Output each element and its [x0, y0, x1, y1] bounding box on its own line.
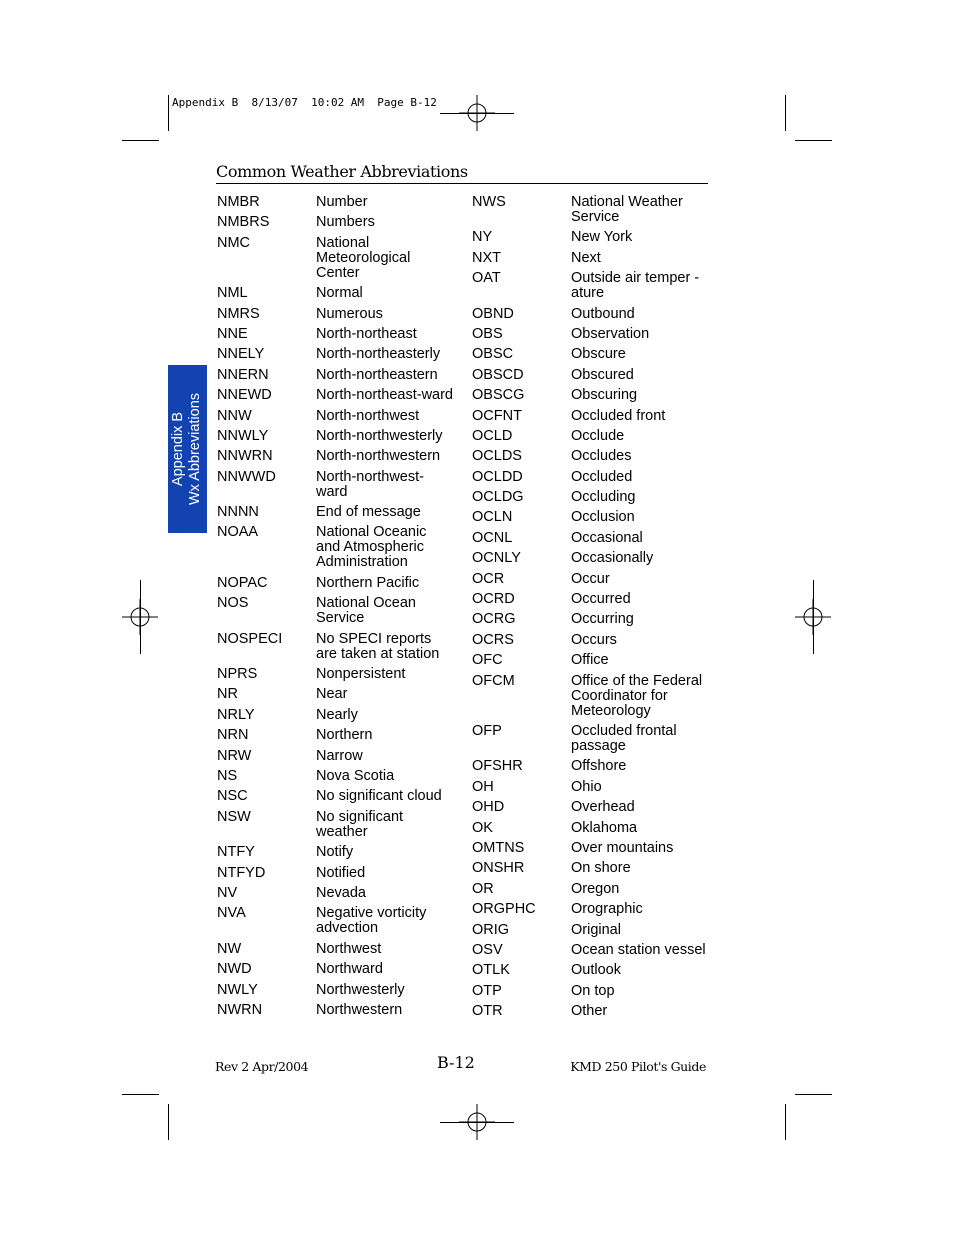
- abbreviation: NRW: [217, 747, 252, 764]
- abbreviation: OBSC: [472, 346, 514, 363]
- meaning: Orographic: [571, 901, 643, 918]
- abbreviation: NWS: [472, 194, 506, 210]
- meaning: Overhead: [571, 799, 635, 816]
- list-item: [217, 215, 457, 230]
- abbreviation: NNW: [217, 407, 252, 424]
- list-item: [472, 861, 712, 876]
- abbreviation: OCLDG: [472, 489, 524, 506]
- list-item: [217, 1003, 457, 1018]
- meaning: Oregon: [571, 880, 620, 897]
- meaning: Other: [571, 1003, 608, 1020]
- page-number: B-12: [437, 1053, 475, 1072]
- meaning: Oklahoma: [571, 819, 638, 836]
- list-item: [217, 576, 457, 591]
- list-item: [217, 286, 457, 301]
- meaning: Numerous: [316, 305, 383, 322]
- meaning: Notify: [316, 844, 354, 861]
- print-slug: Appendix B 8/13/07 10:02 AM Page B-12: [172, 96, 437, 109]
- meaning: National Meteorological Center: [316, 234, 411, 281]
- list-item: [472, 902, 712, 917]
- list-item: [472, 230, 712, 245]
- abbreviation: NWLY: [217, 981, 258, 998]
- meaning: On top: [571, 982, 615, 999]
- meaning: Nonpersistent: [316, 666, 406, 683]
- meaning: Northward: [316, 961, 383, 978]
- list-item: [472, 1004, 712, 1019]
- list-item: [472, 388, 712, 403]
- meaning: Occurred: [571, 591, 631, 608]
- meaning: North-northwest-ward: [316, 468, 424, 500]
- meaning: North-northeasterly: [316, 346, 441, 363]
- meaning: Observation: [571, 325, 650, 342]
- abbreviation: OFP: [472, 722, 502, 739]
- list-item: [472, 780, 712, 795]
- crop-mark: [168, 95, 169, 131]
- abbreviation: OTR: [472, 1003, 503, 1020]
- abbreviation: NV: [217, 884, 238, 901]
- abbreviation: NSC: [217, 788, 248, 805]
- meaning: New York: [571, 229, 633, 246]
- meaning: North-northwest: [316, 407, 420, 424]
- list-item: [217, 942, 457, 957]
- abbreviation: NMC: [217, 234, 251, 251]
- list-item: [472, 984, 712, 999]
- abbreviation: NRN: [217, 727, 249, 744]
- abbreviation: OBSCD: [472, 366, 524, 383]
- abbreviation: NOSPECI: [217, 630, 283, 647]
- list-item: [217, 409, 457, 424]
- guide-title: KMD 250 Pilot's Guide: [570, 1059, 706, 1074]
- abbreviation: NY: [472, 229, 493, 246]
- list-item: [217, 728, 457, 743]
- list-item: [217, 769, 457, 784]
- list-item: [472, 429, 712, 444]
- meaning: Occurs: [571, 631, 617, 648]
- list-item: [217, 449, 457, 464]
- list-item: [472, 923, 712, 938]
- abbreviation: OCLD: [472, 427, 513, 444]
- abbreviation: NSW: [217, 808, 251, 825]
- list-item: [217, 708, 457, 723]
- abbreviation: OCR: [472, 570, 505, 587]
- list-item: [472, 882, 712, 897]
- abbreviation: NVA: [217, 905, 246, 922]
- abbreviation: OCLN: [472, 509, 513, 526]
- abbreviation: OFCM: [472, 672, 515, 689]
- meaning: Occasional: [571, 529, 643, 546]
- abbreviation: NOS: [217, 595, 249, 612]
- list-item: [472, 724, 712, 754]
- list-item: [217, 327, 457, 342]
- list-item: [217, 866, 457, 881]
- meaning: Nearly: [316, 706, 358, 723]
- list-item: [472, 347, 712, 362]
- abbreviation: OMTNS: [472, 839, 525, 856]
- list-item: [217, 886, 457, 901]
- abbreviation: OCLDD: [472, 468, 523, 485]
- abbreviation: NWD: [217, 961, 252, 978]
- crop-mark: [795, 1094, 832, 1095]
- list-item: [217, 667, 457, 682]
- abbreviation: OR: [472, 880, 494, 897]
- abbreviation: ORGPHC: [472, 901, 536, 918]
- abbreviation: NTFYD: [217, 864, 266, 881]
- meaning: No SPECI reports are taken at station: [316, 630, 440, 662]
- abbreviation: NNWRN: [217, 448, 273, 465]
- abbreviation: NR: [217, 686, 238, 703]
- list-item: [472, 963, 712, 978]
- abbreviation: OFSHR: [472, 758, 523, 775]
- list-item: [472, 327, 712, 342]
- list-item: [217, 789, 457, 804]
- list-item: [472, 195, 712, 225]
- abbreviation: NTFY: [217, 844, 255, 861]
- registration-line: [440, 1122, 514, 1123]
- list-item: [217, 368, 457, 383]
- meaning: Near: [316, 686, 348, 703]
- list-item: [472, 821, 712, 836]
- abbreviation: OAT: [472, 270, 501, 287]
- abbreviation: NNELY: [217, 346, 265, 363]
- abbreviation: OCNLY: [472, 550, 521, 567]
- crop-mark: [795, 140, 832, 141]
- meaning: Next: [571, 249, 601, 266]
- abbreviation: NOPAC: [217, 574, 268, 591]
- side-tab: [168, 365, 207, 533]
- meaning: Narrow: [316, 747, 363, 764]
- meaning: Number: [316, 194, 368, 210]
- abbreviation: NPRS: [217, 666, 258, 683]
- abbreviation: OK: [472, 819, 493, 836]
- list-item: [472, 800, 712, 815]
- abbreviation: OCRG: [472, 611, 516, 628]
- meaning: Northwesterly: [316, 981, 405, 998]
- side-tab-line1: Appendix B: [170, 411, 186, 487]
- title-rule: [216, 183, 708, 184]
- abbreviation: NNE: [217, 325, 248, 342]
- meaning: Northern: [316, 727, 373, 744]
- list-item: [472, 490, 712, 505]
- meaning: No significant cloud: [316, 788, 442, 805]
- meaning: Occluded front: [571, 407, 666, 424]
- list-item: [217, 962, 457, 977]
- abbreviation: NML: [217, 285, 248, 302]
- list-item: [217, 470, 457, 500]
- abbreviation: NMBRS: [217, 214, 270, 231]
- list-item: [472, 612, 712, 627]
- meaning: Occluding: [571, 489, 636, 506]
- abbreviation: OCRD: [472, 591, 515, 608]
- meaning: North-northeastern: [316, 366, 438, 383]
- meaning: Office: [571, 652, 609, 669]
- list-item: [217, 388, 457, 403]
- list-item: [472, 759, 712, 774]
- abbreviation: OSV: [472, 941, 503, 958]
- meaning: North-northwestern: [316, 448, 441, 465]
- meaning: Over mountains: [571, 839, 674, 856]
- list-item: [217, 236, 457, 281]
- list-item: [472, 551, 712, 566]
- abbreviation: OTLK: [472, 962, 510, 979]
- abbreviation: OBS: [472, 325, 503, 342]
- side-tab-label: [170, 393, 204, 505]
- abbreviation: NOAA: [217, 524, 259, 541]
- crop-mark: [785, 95, 786, 131]
- abbreviation: NXT: [472, 249, 501, 266]
- list-item: [472, 633, 712, 648]
- meaning: Nova Scotia: [316, 767, 395, 784]
- list-item: [217, 810, 457, 840]
- abbreviation-list-left: [217, 195, 457, 1023]
- abbreviation: NMRS: [217, 305, 260, 322]
- abbreviation: OCLDS: [472, 448, 522, 465]
- meaning: On shore: [571, 860, 631, 877]
- meaning: No significant weather: [316, 808, 404, 840]
- meaning: Occlusion: [571, 509, 635, 526]
- meaning: Occur: [571, 570, 610, 587]
- meaning: Obscure: [571, 346, 626, 363]
- list-item: [472, 674, 712, 719]
- registration-line: [140, 580, 141, 654]
- meaning: Occlude: [571, 427, 625, 444]
- abbreviation: OH: [472, 778, 494, 795]
- meaning: Original: [571, 921, 621, 938]
- list-item: [217, 687, 457, 702]
- meaning: Offshore: [571, 758, 627, 775]
- list-item: [217, 429, 457, 444]
- list-item: [472, 653, 712, 668]
- crop-mark: [168, 1104, 169, 1140]
- list-item: [472, 470, 712, 485]
- list-item: [472, 449, 712, 464]
- list-item: [217, 307, 457, 322]
- list-item: [472, 251, 712, 266]
- abbreviation: OCFNT: [472, 407, 522, 424]
- abbreviation: NWRN: [217, 1001, 263, 1018]
- meaning: Obscured: [571, 366, 634, 383]
- list-item: [217, 195, 457, 210]
- list-item: [472, 271, 712, 301]
- list-item: [472, 592, 712, 607]
- side-tab-line2: Wx Abbreviations: [187, 392, 203, 506]
- meaning: Obscuring: [571, 387, 638, 404]
- registration-line: [440, 113, 514, 114]
- list-item: [217, 525, 457, 570]
- crop-mark: [785, 1104, 786, 1140]
- list-item: [472, 572, 712, 587]
- list-item: [217, 632, 457, 662]
- meaning: Occluded frontal passage: [571, 722, 677, 754]
- meaning: Negative vorticity advection: [316, 905, 427, 937]
- list-item: [472, 943, 712, 958]
- meaning: North-northwesterly: [316, 427, 443, 444]
- meaning: Numbers: [316, 214, 375, 231]
- list-item: [217, 347, 457, 362]
- abbreviation: NRLY: [217, 706, 255, 723]
- abbreviation: NNWLY: [217, 427, 269, 444]
- abbreviation: OCRS: [472, 631, 514, 648]
- list-item: [472, 531, 712, 546]
- meaning: Ocean station vessel: [571, 941, 706, 958]
- meaning: Occluded: [571, 468, 633, 485]
- page-title: Common Weather Abbreviations: [216, 162, 468, 181]
- abbreviation: NNEWD: [217, 387, 272, 404]
- abbreviation: OCNL: [472, 529, 513, 546]
- abbreviation: NW: [217, 940, 242, 957]
- abbreviation: NNWWD: [217, 468, 276, 485]
- meaning: Notified: [316, 864, 366, 881]
- meaning: North-northeast: [316, 325, 417, 342]
- meaning: Northern Pacific: [316, 574, 420, 591]
- meaning: End of message: [316, 504, 421, 521]
- list-item: [472, 368, 712, 383]
- meaning: Outside air temper - ature: [571, 270, 700, 302]
- abbreviation: NNERN: [217, 366, 269, 383]
- list-item: [217, 845, 457, 860]
- abbreviation: OHD: [472, 799, 505, 816]
- registration-line: [813, 580, 814, 654]
- abbreviation: NS: [217, 767, 238, 784]
- meaning: Outbound: [571, 305, 635, 322]
- meaning: Office of the Federal Coordinator for Meteorology: [571, 672, 703, 719]
- abbreviation-list-right: [472, 195, 712, 1024]
- abbreviation: ONSHR: [472, 860, 525, 877]
- abbreviation: ORIG: [472, 921, 510, 938]
- meaning: Occurring: [571, 611, 634, 628]
- crop-mark: [122, 140, 159, 141]
- meaning: Occludes: [571, 448, 632, 465]
- abbreviation: NNNN: [217, 504, 259, 521]
- list-item: [472, 841, 712, 856]
- revision-note: Rev 2 Apr/2004: [215, 1059, 309, 1074]
- abbreviation: NMBR: [217, 194, 260, 210]
- meaning: National Weather Service: [571, 194, 683, 225]
- list-item: [472, 510, 712, 525]
- meaning: Ohio: [571, 778, 602, 795]
- meaning: Occasionally: [571, 550, 654, 567]
- list-item: [217, 983, 457, 998]
- abbreviation: OBND: [472, 305, 514, 322]
- meaning: Northwestern: [316, 1001, 403, 1018]
- list-item: [217, 749, 457, 764]
- list-item: [217, 906, 457, 936]
- meaning: North-northeast-ward: [316, 387, 453, 404]
- abbreviation: OFC: [472, 652, 503, 669]
- meaning: Normal: [316, 285, 363, 302]
- meaning: National Oceanic and Atmospheric Administration: [316, 524, 427, 571]
- meaning: Outlook: [571, 962, 621, 979]
- crop-mark: [122, 1094, 159, 1095]
- list-item: [217, 596, 457, 626]
- list-item: [217, 505, 457, 520]
- meaning: Northwest: [316, 940, 382, 957]
- meaning: Nevada: [316, 884, 366, 901]
- abbreviation: OTP: [472, 982, 502, 999]
- meaning: National Ocean Service: [316, 595, 416, 627]
- list-item: [472, 409, 712, 424]
- list-item: [472, 307, 712, 322]
- abbreviation: OBSCG: [472, 387, 525, 404]
